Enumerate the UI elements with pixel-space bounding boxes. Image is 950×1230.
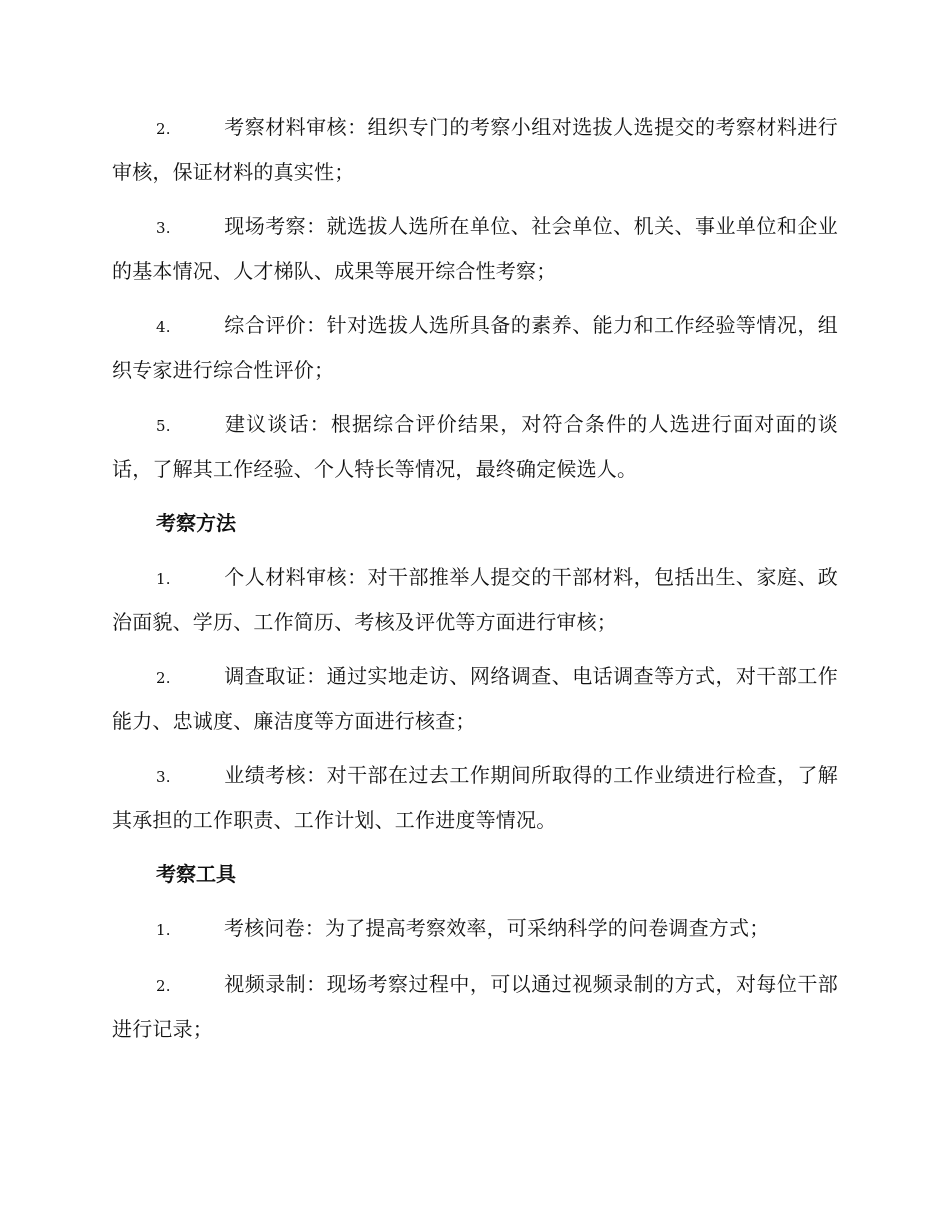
list-text: 视频录制：现场考察过程中，可以通过视频录制的方式，对每位干部进行记录；	[112, 972, 838, 1041]
section-heading-tools: 考察工具	[156, 862, 236, 886]
list-number: 2.	[156, 120, 171, 138]
list-item	[112, 403, 838, 491]
list-text: 考核问卷：为了提高考察效率，可采纳科学的问卷调查方式；	[224, 916, 770, 940]
list-number: 5.	[156, 417, 171, 435]
list-number: 2.	[156, 977, 171, 995]
list-item	[112, 556, 838, 644]
list-item	[112, 655, 838, 743]
list-number: 1.	[156, 921, 171, 939]
document-body	[112, 106, 838, 1062]
list-number: 3.	[156, 768, 171, 786]
list-number: 4.	[156, 318, 171, 336]
list-item	[112, 754, 838, 842]
list-number: 3.	[156, 219, 171, 237]
list-number: 1.	[156, 570, 171, 588]
section-heading-methods: 考察方法	[156, 511, 236, 535]
list-item	[112, 205, 838, 293]
list-item	[112, 963, 838, 1051]
list-text: 考察材料审核：组织专门的考察小组对选拔人选提交的考察材料进行审核，保证材料的真实性；	[112, 115, 838, 184]
list-number: 2.	[156, 669, 171, 687]
list-text: 综合评价：针对选拔人选所具备的素养、能力和工作经验等情况，组织专家进行综合性评价；	[112, 313, 838, 382]
list-text: 个人材料审核：对干部推举人提交的干部材料，包括出生、家庭、政治面貌、学历、工作简历、考核及评优等方面进行审核；	[112, 565, 838, 634]
list-text: 调查取证：通过实地走访、网络调查、电话调查等方式，对干部工作能力、忠诚度、廉洁度等方面进行核查；	[112, 664, 838, 733]
list-item	[112, 304, 838, 392]
list-text: 建议谈话：根据综合评价结果，对符合条件的人选进行面对面的谈话，了解其工作经验、个人特长等情况，最终确定候选人。	[112, 412, 838, 481]
list-text: 现场考察：就选拔人选所在单位、社会单位、机关、事业单位和企业的基本情况、人才梯队、成果等展开综合性考察；	[112, 214, 838, 283]
list-text: 业绩考核：对干部在过去工作期间所取得的工作业绩进行检查，了解其承担的工作职责、工作计划、工作进度等情况。	[112, 763, 838, 832]
list-item	[112, 106, 838, 194]
list-item	[112, 907, 838, 952]
